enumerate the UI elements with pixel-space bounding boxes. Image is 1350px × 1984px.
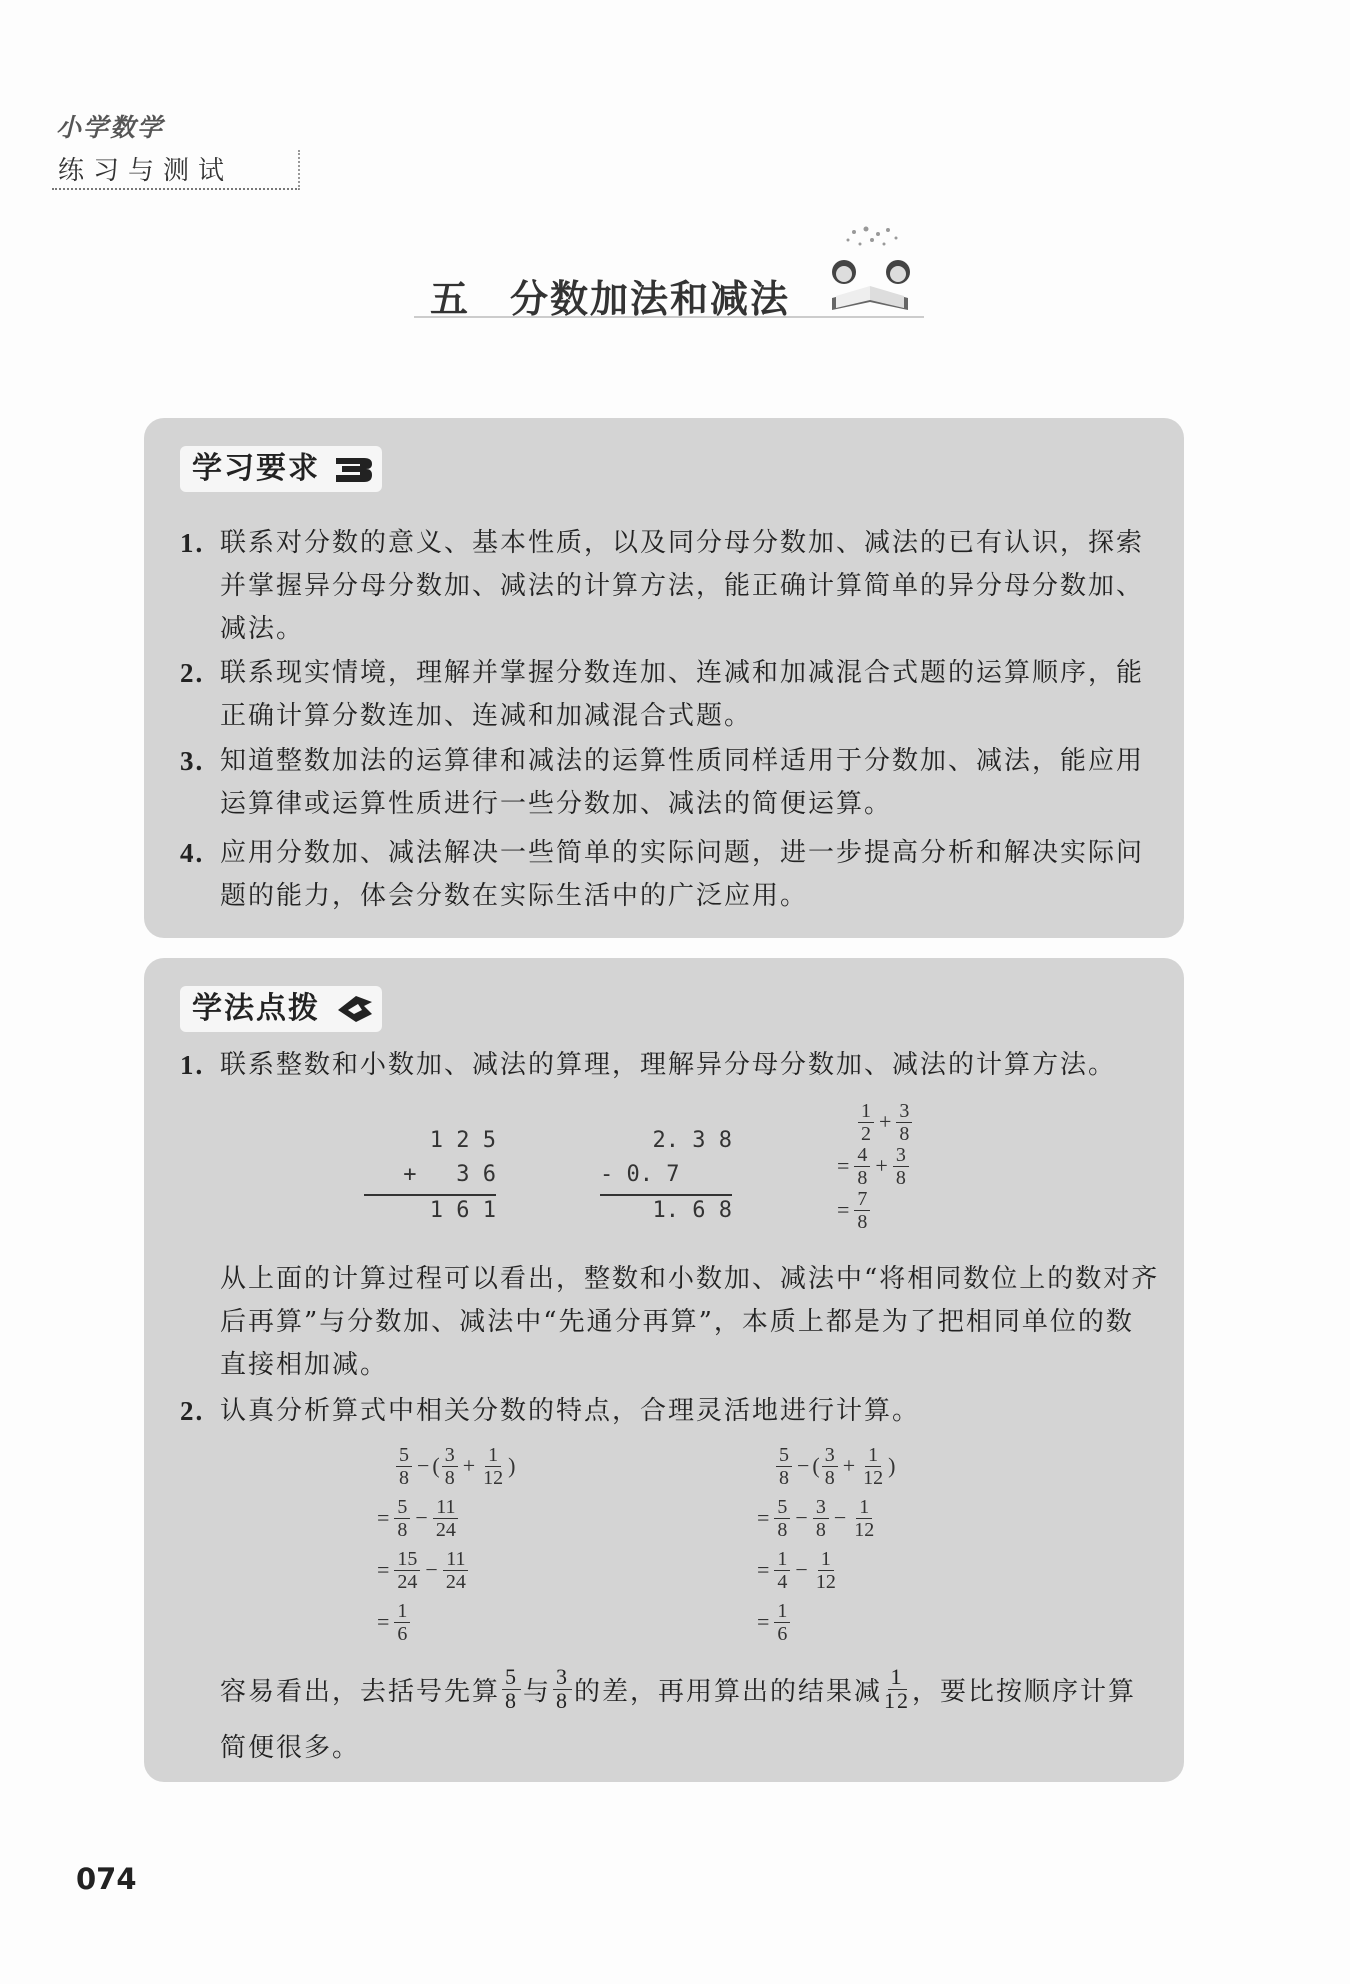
calc-addend: + 3 6 <box>403 1162 496 1187</box>
pointer-icon <box>334 992 374 1026</box>
fraction: 5 8 <box>776 1445 792 1488</box>
equation-line: = $\frac{1}{6}$ <box>374 1600 412 1644</box>
learning-requirements-tag-label: 学习要求 <box>192 451 320 486</box>
calc-result: 1. 6 8 <box>652 1198 732 1223</box>
requirement-text: 应用分数加、减法解决一些简单的实际问题，进一步提高分析和解决实际问题的能力，体会分数在实际生活中的广泛应用。 <box>220 838 1145 911</box>
tip-number: 1. <box>180 1050 205 1080</box>
equation-line: = $\frac{1}{6}$ <box>754 1600 792 1644</box>
fraction: 1 2 <box>858 1101 874 1144</box>
calc-result: 1 6 1 <box>429 1198 496 1223</box>
equation-line: = $\frac{4}{8}$ + $\frac{3}{8}$ <box>834 1144 911 1188</box>
fraction: $\frac{11}{24}$ <box>443 1549 469 1592</box>
tip-text: 认真分析算式中相关分数的特点，合理灵活地进行计算。 <box>220 1396 921 1426</box>
tip2-conclusion: 容易看出，去括号先算 $\frac{5}{8}$ 与 $\frac{3}{8}$ 的差，再用算出的结果减 $\frac{1}{12}$ ，要比按顺序计算简便很多。 <box>220 1664 1137 1763</box>
study-tips-tag <box>180 986 382 1032</box>
series-brand <box>52 108 304 190</box>
fraction: $\frac{1}{4}$ <box>774 1549 790 1592</box>
requirement-item <box>180 740 1160 826</box>
calc-top-number: 1 2 5 <box>429 1128 496 1153</box>
tip-item <box>180 1044 1160 1087</box>
tip-item <box>180 1390 1160 1433</box>
requirement-text: 联系对分数的意义、基本性质，以及同分母分数加、减法的已有认识，探索并掌握异分母分数加、减法的计算方法，能正确计算简单的异分母分数加、减法。 <box>220 528 1145 644</box>
equation-line: = $\frac{5}{8}$ − $\frac{11}{24}$ <box>374 1496 461 1540</box>
fraction: $\frac{3}{8}$ <box>813 1497 829 1540</box>
calc-result-line <box>600 1194 732 1196</box>
fraction: $\frac{3}{8}$ <box>896 1101 912 1144</box>
study-tips-panel <box>144 958 1184 1782</box>
equation-line: 1 2 + $\frac{3}{8}$ <box>856 1100 914 1144</box>
requirement-number: 2. <box>180 658 205 688</box>
requirement-number: 1. <box>180 528 205 558</box>
requirement-item <box>180 832 1160 918</box>
tip-number: 2. <box>180 1396 205 1426</box>
calc-top-number: 2. 3 8 <box>652 1128 732 1153</box>
equation-line: = $\frac{7}{8}$ <box>834 1188 872 1232</box>
learning-requirements-panel <box>144 418 1184 938</box>
fraction: $\frac{1}{12}$ <box>815 1547 836 1593</box>
page-number: 074 <box>76 1862 137 1896</box>
fraction: $\frac{5}{8}$ <box>774 1497 790 1540</box>
requirement-number: 4. <box>180 838 205 868</box>
fraction: $\frac{5}{8}$ <box>394 1497 410 1540</box>
fraction: $\frac{15}{24}$ <box>394 1549 420 1592</box>
inline-fraction: $\frac{1}{12}$ <box>884 1664 911 1713</box>
requirement-item <box>180 522 1160 651</box>
tip1-explanation: 从上面的计算过程可以看出，整数和小数加、减法中“将相同数位上的数对齐后再算”与分数加、减法中“先通分再算”，本质上都是为了把相同单位的数直接相加减。 <box>220 1264 1160 1380</box>
fraction: $\frac{11}{24}$ <box>433 1497 459 1540</box>
learning-requirements-tag <box>180 446 382 492</box>
fraction: 5 8 <box>396 1445 412 1488</box>
fraction: $\frac{7}{8}$ <box>854 1189 870 1232</box>
equation-line: 5 8 − ( 3 8 + $\frac{1}{12}$ ) <box>394 1444 516 1488</box>
fraction: $\frac{4}{8}$ <box>854 1145 870 1188</box>
requirement-text: 联系现实情境，理解并掌握分数连加、连减和加减混合式题的运算顺序，能正确计算分数连加、连减和加减混合式题。 <box>220 658 1145 731</box>
inline-fraction: $\frac{5}{8}$ <box>502 1666 521 1712</box>
number-three-icon <box>334 452 374 486</box>
fraction: $\frac{1}{12}$ <box>483 1443 504 1489</box>
fraction: $\frac{1}{12}$ <box>854 1495 875 1541</box>
equation-line: = $\frac{1}{4}$ − $\frac{1}{12}$ <box>754 1548 841 1592</box>
fraction: 3 8 <box>442 1445 458 1488</box>
equation-line: = $\frac{15}{24}$ − $\frac{11}{24}$ <box>374 1548 471 1592</box>
inline-fraction: $\frac{3}{8}$ <box>553 1666 572 1712</box>
reading-children-icon <box>814 226 926 318</box>
fraction: 3 8 <box>822 1445 838 1488</box>
requirement-number: 3. <box>180 746 205 776</box>
calc-subtrahend: - 0. 7 <box>600 1162 680 1187</box>
fraction: $\frac{1}{12}$ <box>863 1443 884 1489</box>
tip-text: 联系整数和小数加、减法的算理，理解异分母分数加、减法的计算方法。 <box>220 1050 1117 1080</box>
chapter-heading <box>414 262 924 321</box>
series-title-bottom: 练习与测试 <box>52 150 300 190</box>
fraction: $\frac{1}{6}$ <box>774 1601 790 1644</box>
fraction: $\frac{3}{8}$ <box>893 1145 909 1188</box>
equation-line: = $\frac{5}{8}$ − $\frac{3}{8}$ − $\frac{1}{12}$ <box>754 1496 879 1540</box>
requirement-item <box>180 652 1160 738</box>
equation-line: 5 8 − ( 3 8 + $\frac{1}{12}$ ) <box>774 1444 896 1488</box>
chapter-title: 分数加法和减法 <box>510 276 791 321</box>
fraction: $\frac{1}{6}$ <box>394 1601 410 1644</box>
requirement-text: 知道整数加法的运算律和减法的运算性质同样适用于分数加、减法，能应用运算律或运算性质进行一些分数加、减法的简便运算。 <box>220 746 1145 819</box>
study-tips-tag-label: 学法点拨 <box>192 991 320 1026</box>
chapter-number: 五 <box>430 276 469 321</box>
calc-result-line <box>364 1194 496 1196</box>
series-title-top: 小学数学 <box>56 113 165 142</box>
